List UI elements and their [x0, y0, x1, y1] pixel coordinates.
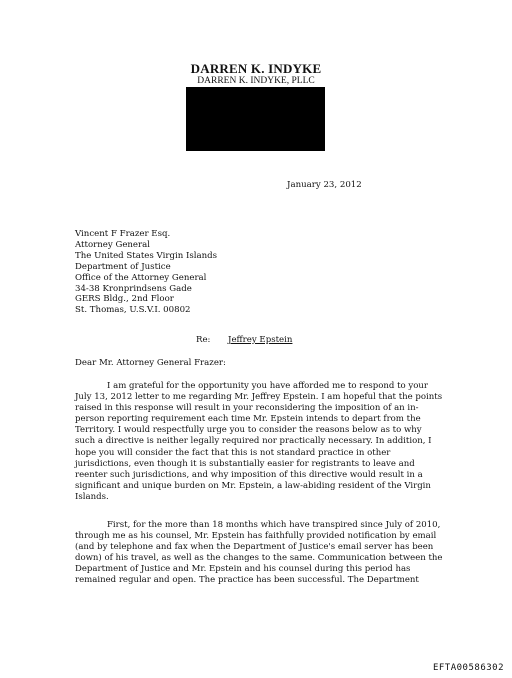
paragraph-line: reenter such jurisdictions, and why imposition of this directive would result in a	[75, 469, 423, 480]
paragraph-line: significant and unique burden on Mr. Epstein, a law-abiding resident of the Virgin	[75, 480, 431, 491]
letterhead-name: DARREN K. INDYKE	[190, 61, 322, 76]
recipient-address	[75, 229, 217, 316]
paragraph-line: hope you will consider the fact that this is not standard practice in other	[75, 447, 391, 458]
address-line: GERS Bldg., 2nd Floor	[75, 294, 174, 305]
address-line: St. Thomas, U.S.V.I. 00802	[75, 305, 191, 316]
address-line: Office of the Attorney General	[75, 272, 207, 283]
paragraph-line: (and by telephone and fax when the Department of Justice's email server has been	[75, 542, 434, 553]
paragraph-line: such a directive is neither legally required nor practically necessary. In addition, I	[75, 436, 432, 447]
address-line: Vincent F Frazer Esq.	[75, 229, 171, 239]
paragraph-line: I am grateful for the opportunity you have afforded me to respond to your	[107, 381, 428, 391]
paragraph-line: through me as his counsel, Mr. Epstein has faithfully provided notification by email	[75, 531, 437, 542]
bates-number: EFTA00586302	[432, 663, 504, 673]
address-line: Department of Justice	[75, 261, 171, 272]
address-line: The United States Virgin Islands	[75, 250, 218, 261]
paragraph-line: Territory. I would respectfully urge you to consider the reasons below as to why	[75, 425, 422, 436]
paragraph-line: down) of his travel, as well as the changes to the same. Communication between the	[75, 553, 443, 564]
paragraph-line: First, for the more than 18 months which have transpired since July of 2010,	[107, 520, 441, 530]
re-label: Re:	[196, 335, 211, 345]
re-subject: Jeffrey Epstein	[228, 335, 293, 345]
letter-date: January 23, 2012	[287, 180, 362, 190]
paragraph-line: remained regular and open. The practice has been successful. The Department	[75, 575, 419, 586]
redaction-block	[186, 87, 325, 151]
paragraph-line: raised in this response will result in your reconsidering the imposition of an in-	[75, 403, 419, 414]
letterhead-firm: DARREN K. INDYKE, PLLC	[197, 76, 315, 86]
paragraph-line: person reporting requirement each time Mr. Epstein intends to depart from the	[75, 414, 421, 425]
paragraph-line: Islands.	[75, 491, 109, 502]
paragraph-line: July 13, 2012 letter to me regarding Mr. Jeffrey Epstein. I am hopeful that the points	[75, 392, 443, 403]
address-line: Attorney General	[75, 239, 151, 250]
address-line: 34-38 Kronprindsens Gade	[75, 283, 192, 294]
body-paragraph-1	[75, 381, 442, 503]
body-paragraph-2	[75, 520, 442, 587]
paragraph-line: Department of Justice and Mr. Epstein and his counsel during this period has	[75, 564, 411, 575]
salutation: Dear Mr. Attorney General Frazer:	[75, 358, 226, 368]
paragraph-line: jurisdictions, even though it is substantially easier for registrants to leave and	[75, 458, 415, 469]
